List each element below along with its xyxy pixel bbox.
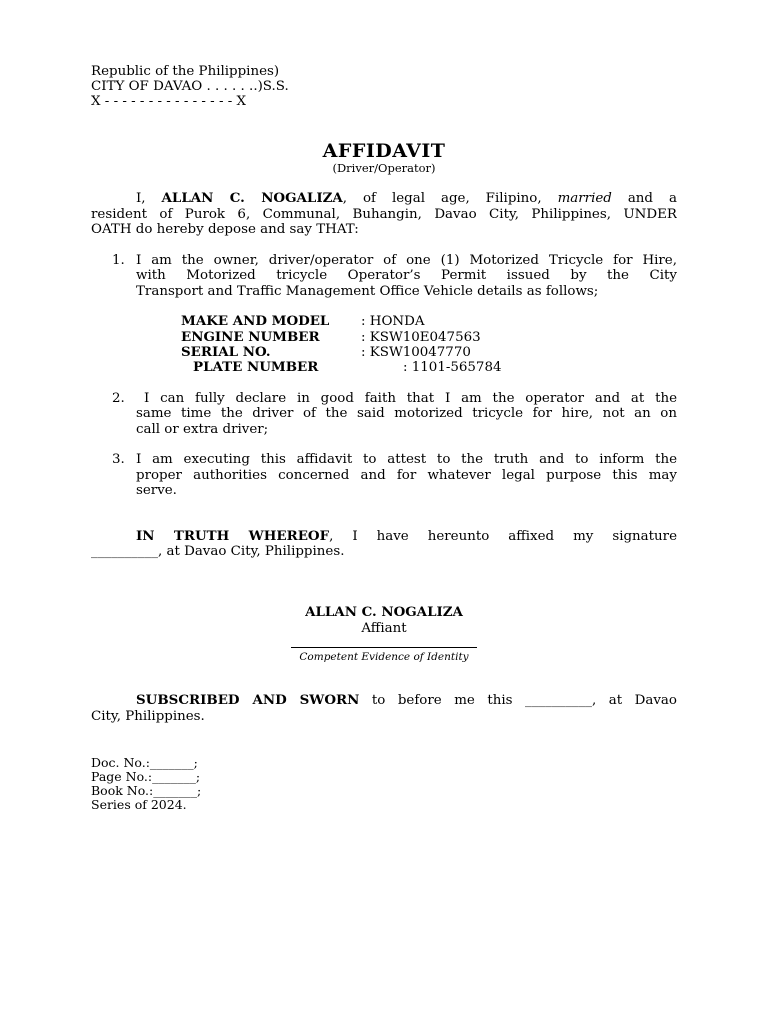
truth-line-2: __________, at Davao City, Philippines. <box>91 544 345 559</box>
plate-value: : 1101-565784 <box>403 360 502 375</box>
item-3-line-1: I am executing this affidavit to attest to the truth and to inform the <box>136 452 677 467</box>
affiant-role: Affiant <box>361 621 407 636</box>
intro-line-2: resident of Purok 6, Communal, Buhangin, Davao City, Philippines, UNDER <box>91 207 677 222</box>
intro-line-1 <box>91 191 677 207</box>
item-1-line-2: with Motorized tricycle Operator’s Permit issued by the City <box>136 268 677 283</box>
doc-no: Doc. No.:_______; <box>91 755 198 770</box>
item-2-line-2: same time the driver of the said motorized tricycle for hire, not an on <box>136 406 677 421</box>
intro-text-3: and a <box>627 191 677 206</box>
document-subtitle: (Driver/Operator) <box>332 161 436 175</box>
sworn-bold: SUBSCRIBED AND SWORN <box>136 693 360 708</box>
affiant-name-intro: ALLAN C. NOGALIZA <box>161 191 343 206</box>
serial-value: : KSW10047770 <box>361 345 471 360</box>
truth-bold: IN TRUTH WHEREOF <box>136 529 330 544</box>
item-2-line-3: call or extra driver; <box>136 422 269 437</box>
intro-line-3: OATH do hereby depose and say THAT: <box>91 222 359 237</box>
item-2-line-1: I can fully declare in good faith that I am the operator and at the <box>144 391 677 406</box>
truth-line-1 <box>91 529 677 545</box>
truth-text: , I have hereunto affixed my signature <box>329 529 677 544</box>
item-3-number: 3. <box>112 452 125 467</box>
page-no: Page No.:_______; <box>91 769 201 784</box>
header-line-republic: Republic of the Philippines) <box>91 64 280 79</box>
civil-status: married <box>557 191 612 206</box>
item-3-line-2: proper authorities concerned and for whatever legal purpose this may <box>136 468 677 483</box>
affiant-name: ALLAN C. NOGALIZA <box>305 604 463 620</box>
make-value: : HONDA <box>361 314 425 329</box>
evidence-of-identity: Competent Evidence of Identity <box>299 651 469 663</box>
intro-text-2: , of legal age, Filipino, <box>342 191 542 206</box>
intro-text-1: I, <box>136 191 146 206</box>
plate-label: PLATE NUMBER <box>193 359 319 375</box>
book-no: Book No.:_______; <box>91 783 202 798</box>
document-title: AFFIDAVIT <box>322 140 446 162</box>
series-year: Series of 2024. <box>91 797 187 812</box>
sworn-text: to before me this __________, at Davao <box>371 693 677 708</box>
item-1-line-1: I am the owner, driver/operator of one (1) Motorized Tricycle for Hire, <box>136 253 677 268</box>
header-line-x: X - - - - - - - - - - - - - - - X <box>91 94 247 109</box>
sworn-line-1 <box>91 693 677 709</box>
item-2-number: 2. <box>112 391 125 406</box>
sworn-line-2: City, Philippines. <box>91 709 205 724</box>
header-line-city: CITY OF DAVAO . . . . . ..)S.S. <box>91 79 289 94</box>
item-3-line-3: serve. <box>136 483 177 498</box>
serial-label: SERIAL NO. <box>181 344 271 360</box>
make-label: MAKE AND MODEL <box>181 313 330 329</box>
item-1-line-3: Transport and Traffic Management Office Vehicle details as follows; <box>136 284 599 299</box>
item-1-number: 1. <box>112 253 125 268</box>
signature-line <box>291 647 477 648</box>
engine-value: : KSW10E047563 <box>361 330 481 345</box>
engine-label: ENGINE NUMBER <box>181 329 320 345</box>
